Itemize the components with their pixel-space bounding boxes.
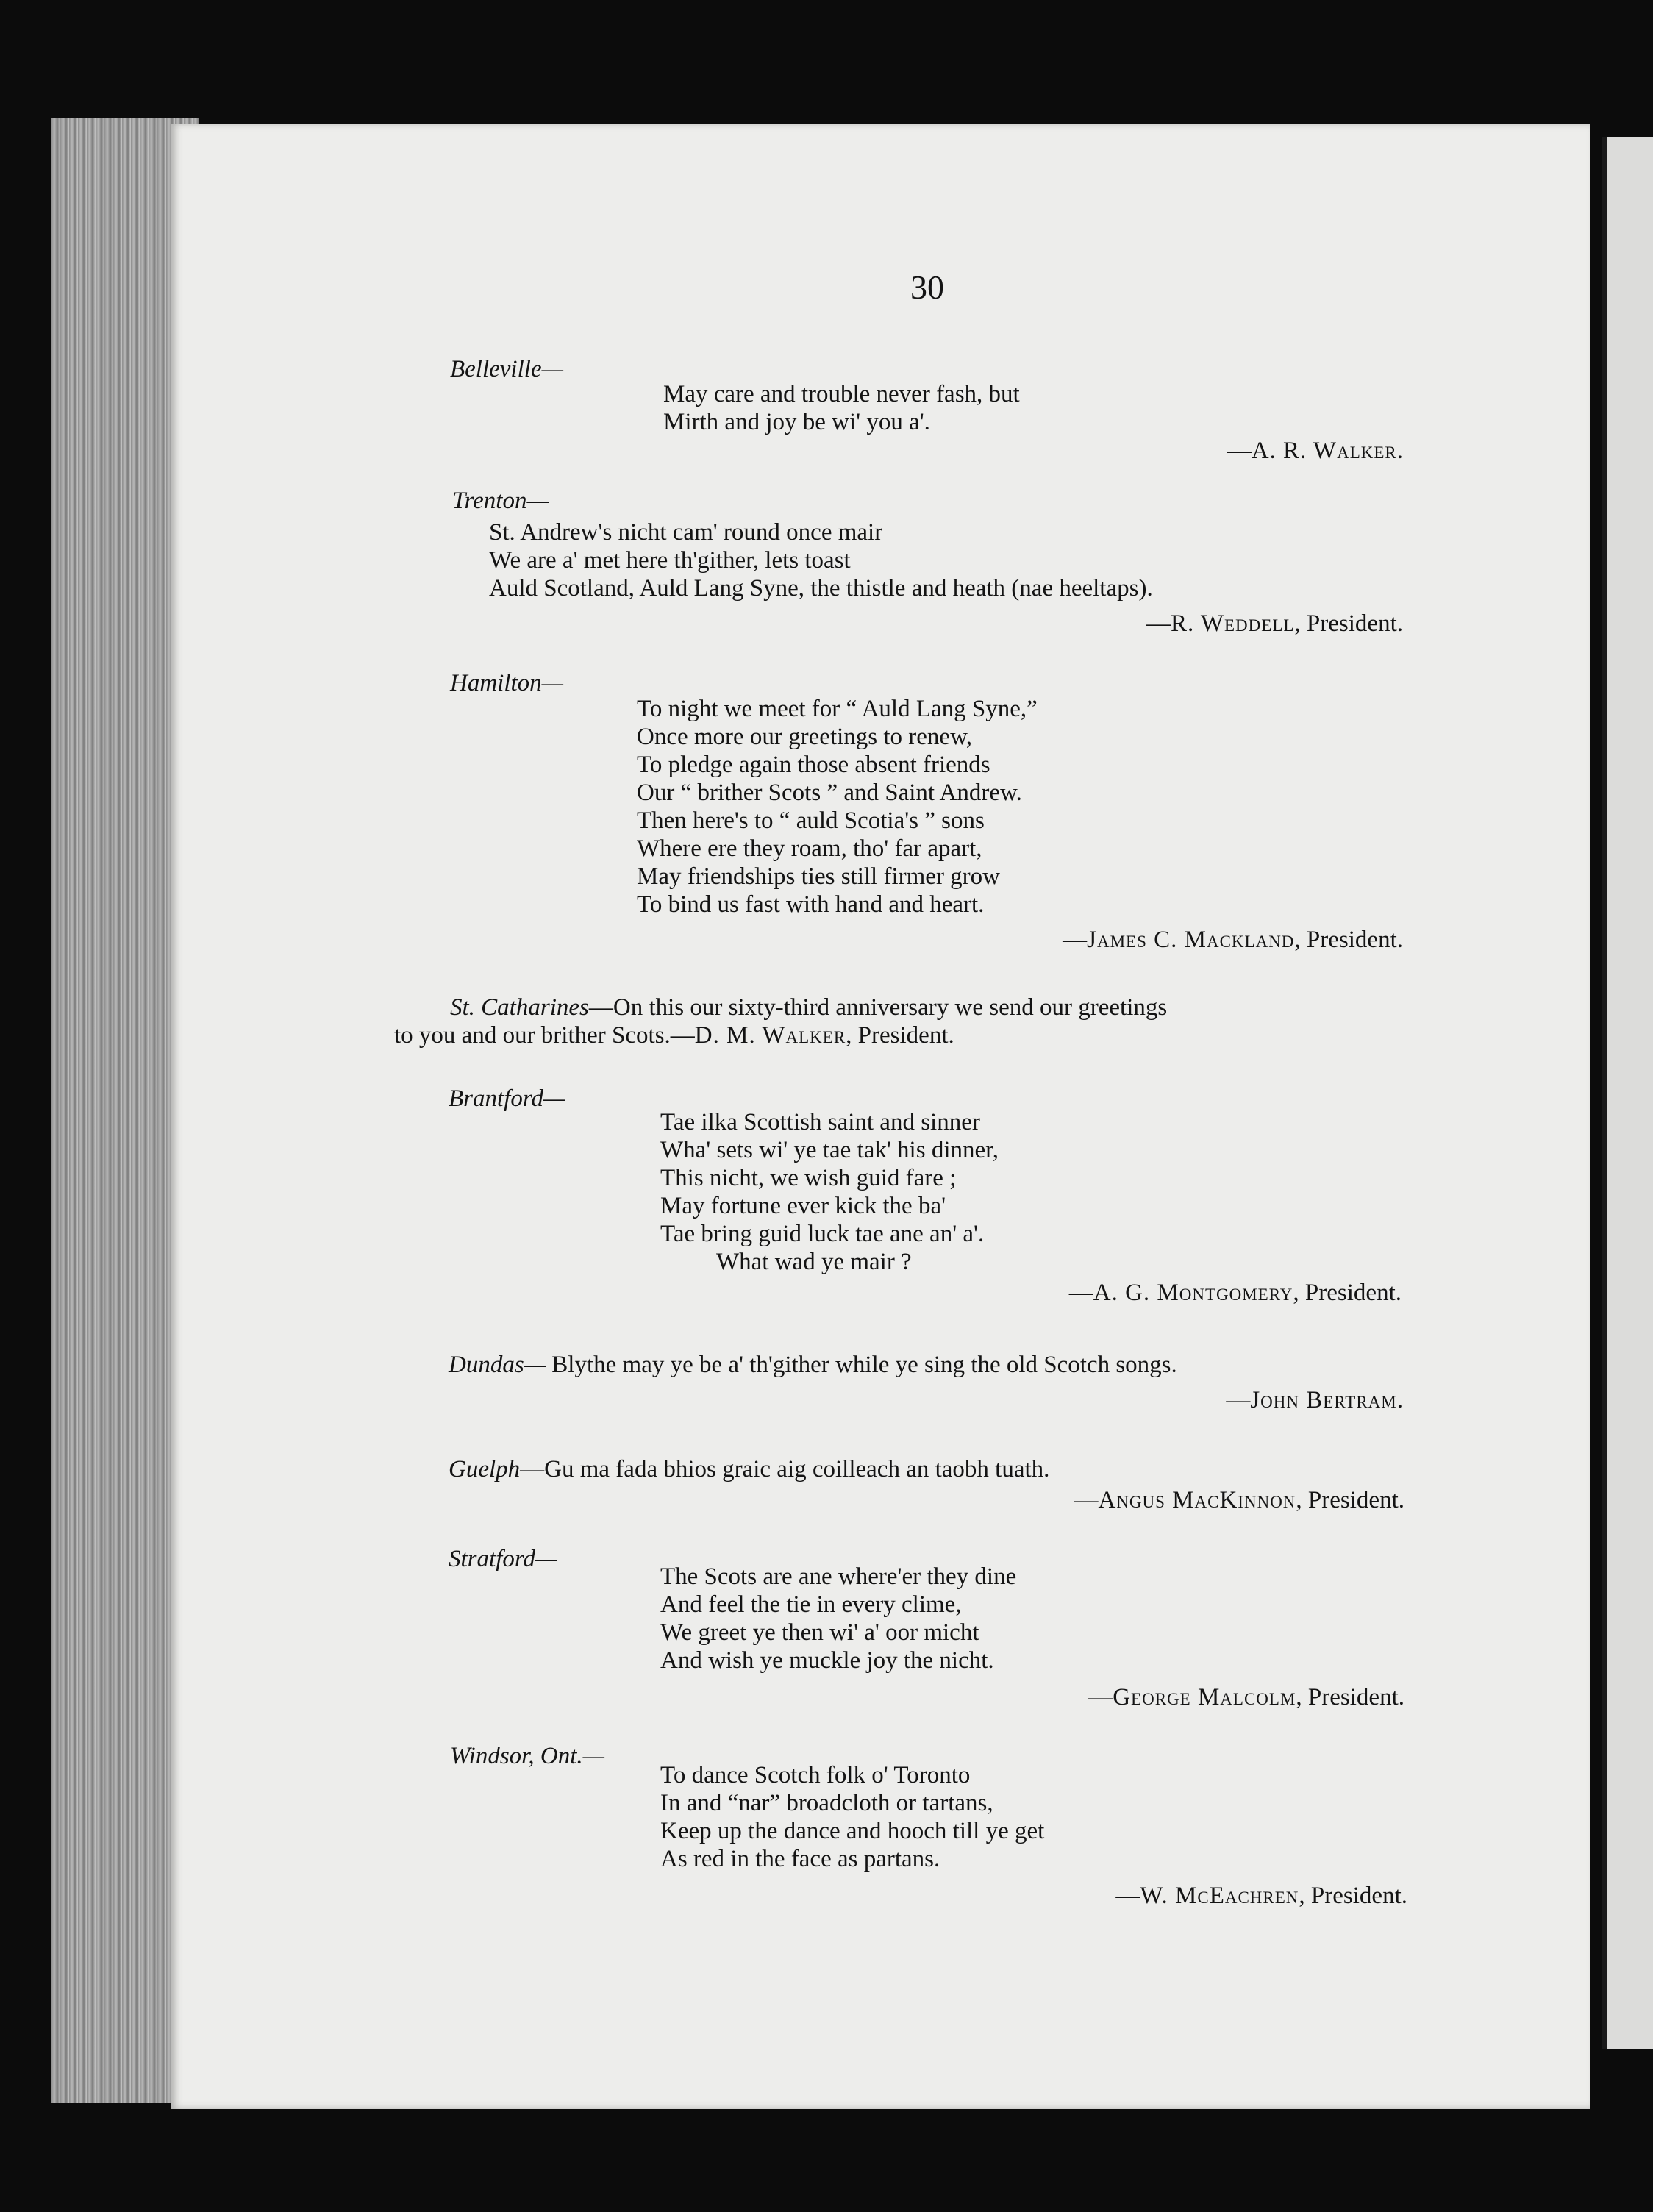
place-trenton: Trenton— [452, 488, 549, 514]
verse-line: What wad ye mair ? [716, 1249, 912, 1275]
verse-line: Then here's to “ auld Scotia's ” sons [637, 807, 985, 834]
paragraph-st-catharines: St. Catharines—On this our sixty-third anniversary we send our greetings [450, 994, 1168, 1021]
verse-line: To dance Scotch folk o' Toronto [660, 1762, 971, 1788]
verse-line: Tae ilka Scottish saint and sinner [660, 1109, 980, 1135]
signature-trenton: —R. Weddell, President. [1146, 610, 1403, 637]
verse-line: And feel the tie in every clime, [660, 1591, 962, 1618]
verse-line: In and “nar” broadcloth or tartans, [660, 1790, 993, 1816]
place-belleville: Belleville— [450, 356, 563, 382]
verse-line: St. Andrew's nicht cam' round once mair [489, 519, 883, 546]
verse-line: To night we meet for “ Auld Lang Syne,” [637, 696, 1038, 722]
verse-line: May fortune ever kick the ba' [660, 1193, 946, 1219]
verse-line: We greet ye then wi' a' oor micht [660, 1619, 979, 1646]
verse-line: And wish ye muckle joy the nicht. [660, 1647, 994, 1674]
place-hamilton: Hamilton— [450, 670, 564, 696]
signature-brantford: —A. G. Montgomery, President. [1068, 1280, 1402, 1306]
signature-belleville: —A. R. Walker. [1227, 438, 1403, 464]
verse-line: To pledge again those absent friends [637, 752, 990, 778]
verse-line: We are a' met here th'gither, lets toast [489, 547, 851, 574]
verse-line: To bind us fast with hand and heart. [637, 891, 985, 918]
verse-line: Once more our greetings to renew, [637, 724, 973, 750]
signature-dundas: —John Bertram. [1226, 1387, 1403, 1413]
page-number: 30 [910, 268, 944, 306]
verse-line: Wha' sets wi' ye tae tak' his dinner, [660, 1137, 999, 1163]
paragraph-guelph: Guelph—Gu ma fada bhios graic aig coilleach an taobh tuath. [449, 1456, 1050, 1483]
verse-line: Tae bring guid luck tae ane an' a'. [660, 1221, 985, 1247]
verse-line: Keep up the dance and hooch till ye get [660, 1818, 1045, 1844]
place-stratford: Stratford— [449, 1546, 557, 1572]
verse-line: This nicht, we wish guid fare ; [660, 1165, 957, 1191]
verse-line: May care and trouble never fash, but [663, 381, 1020, 407]
verse-line: Auld Scotland, Auld Lang Syne, the thistle and heath (nae heeltaps). [489, 575, 1153, 602]
signature-stratford: —George Malcolm, President. [1088, 1684, 1404, 1710]
paragraph-dundas: Dundas— Blythe may ye be a' th'gither while ye sing the old Scotch songs. [449, 1352, 1177, 1378]
verse-line: The Scots are ane where'er they dine [660, 1563, 1017, 1590]
facing-page-edge [1602, 137, 1653, 2049]
signature-hamilton: —James C. Mackland, President. [1063, 927, 1403, 953]
signature-guelph: —Angus MacKinnon, President. [1074, 1487, 1404, 1513]
verse-line: Where ere they roam, tho' far apart, [637, 835, 982, 862]
paragraph-st-catharines-cont: to you and our brither Scots.—D. M. Walker, President. [394, 1022, 954, 1049]
place-windsor: Windsor, Ont.— [450, 1743, 604, 1769]
signature-windsor: —W. McEachren, President. [1115, 1883, 1407, 1909]
verse-line: Mirth and joy be wi' you a'. [663, 409, 930, 435]
place-brantford: Brantford— [449, 1085, 565, 1112]
verse-line: Our “ brither Scots ” and Saint Andrew. [637, 779, 1022, 806]
verse-line: May friendships ties still firmer grow [637, 863, 1001, 890]
verse-line: As red in the face as partans. [660, 1846, 940, 1872]
